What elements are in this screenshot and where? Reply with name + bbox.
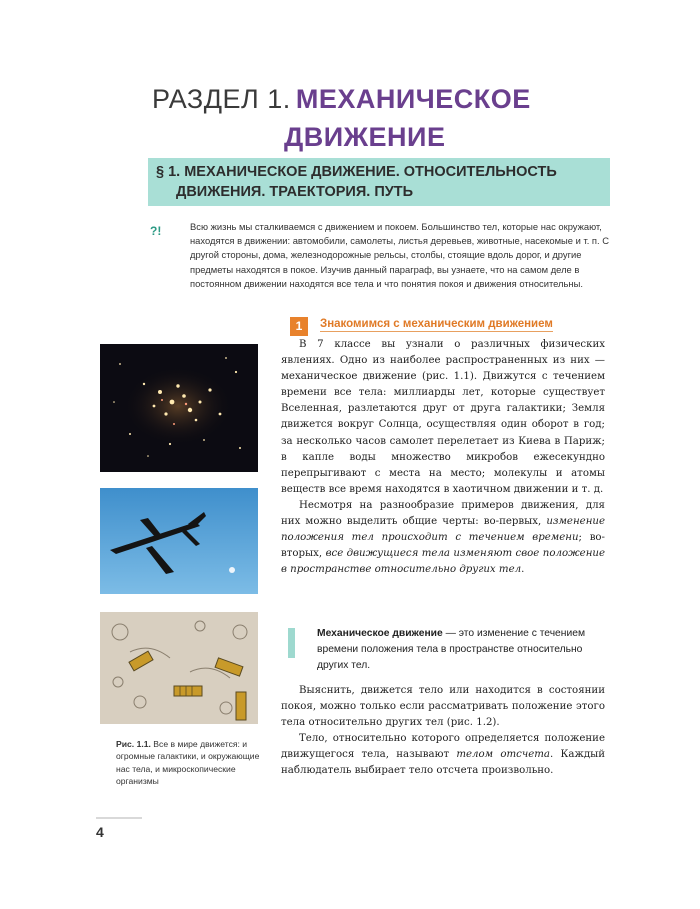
subsection-title: Знакомимся с механическим движением: [320, 318, 553, 330]
intro-text: Всю жизнь мы сталкиваемся с движением и покоем. Большинство тел, которые нас окружают, находятся в движении: автомобили, самолеты, листья деревьев, животные, насекомые и т. п. С другой стороны, дома, железнодорожные рельсы, столбы, стоящие вдоль дорог, и другие предметы находятся в покое. Изучив данный параграф, вы узнаете, что на самом деле в постоянном движении находятся все тела и что понятия покоя и движения относительны.: [190, 221, 609, 289]
paragraph-header: [148, 158, 610, 206]
section-prefix: РАЗДЕЛ 1.: [152, 84, 291, 114]
question-icon: ?!: [150, 224, 162, 238]
body-paragraph-1: В 7 классе вы узнали о различных физических явлениях. Одно из наиболее распространенных из них — механическое движение (рис. 1.1). Движутся с течением времени все тела: миллиарды лет, которые существует Вселенная, разлетаются друг от друга галактики; Земля движется вокруг Солнца, осуществляя один оборот в год; за несколько часов самолет перелетает из Киева в Париж; в капле воды множество микробов ежесекундно перепрыгивают с места на место; молекулы и атомы веществ все время находятся в хаотичном движении и т. д.: [281, 339, 605, 495]
definition-text: — это изменение с течением времени положения тела в пространстве относительно других тел.: [317, 628, 586, 671]
definition-term: Механическое движение: [317, 628, 443, 639]
galaxy-photo: [100, 344, 258, 472]
paragraph-header-line1: § 1. МЕХАНИЧЕСКОЕ ДВИЖЕНИЕ. ОТНОСИТЕЛЬНОСТЬ: [156, 164, 557, 180]
body-text-continued: [281, 683, 605, 780]
section-title: [152, 82, 572, 154]
section-name-line1: МЕХАНИЧЕСКОЕ: [295, 84, 531, 114]
footer-rule: [96, 817, 142, 819]
body-text-main: [281, 337, 605, 578]
body-paragraph-3: Выяснить, движется тело или находится в состоянии покоя, можно только если рассматривать положение этого тела относительно других тел (рис. 1.2).: [281, 685, 605, 729]
airplane-photo: [100, 488, 258, 594]
paragraph-header-line2: ДВИЖЕНИЯ. ТРАЕКТОРИЯ. ПУТЬ: [176, 184, 414, 200]
body-paragraph-2: Несмотря на разнообразие примеров движения, для них можно выделить общие черты: во-первых, изменение положения тел происходит с течением времени; во-вторых, все движущиеся тела изменяют свое положение в пространстве относительно других тел.: [281, 499, 605, 576]
subsection-number: 1: [290, 317, 308, 336]
figure-caption-text: Все в мире движется: и огромные галактики, и окружающие нас тела, и микроскопические организмы: [116, 739, 260, 787]
figure-caption: [116, 738, 266, 788]
section-name-line2: ДВИЖЕНИЕ: [284, 122, 446, 152]
microorganisms-photo: [100, 612, 258, 724]
page-number: 4: [96, 824, 104, 840]
definition-marker: [288, 628, 295, 658]
definition-block: [317, 626, 609, 674]
figure-label: Рис. 1.1.: [116, 739, 151, 749]
body-paragraph-4: Тело, относительно которого определяется положение движущегося тела, называют телом отсчета. Каждый наблюдатель выбирает тело отсчета произвольно.: [281, 733, 605, 777]
